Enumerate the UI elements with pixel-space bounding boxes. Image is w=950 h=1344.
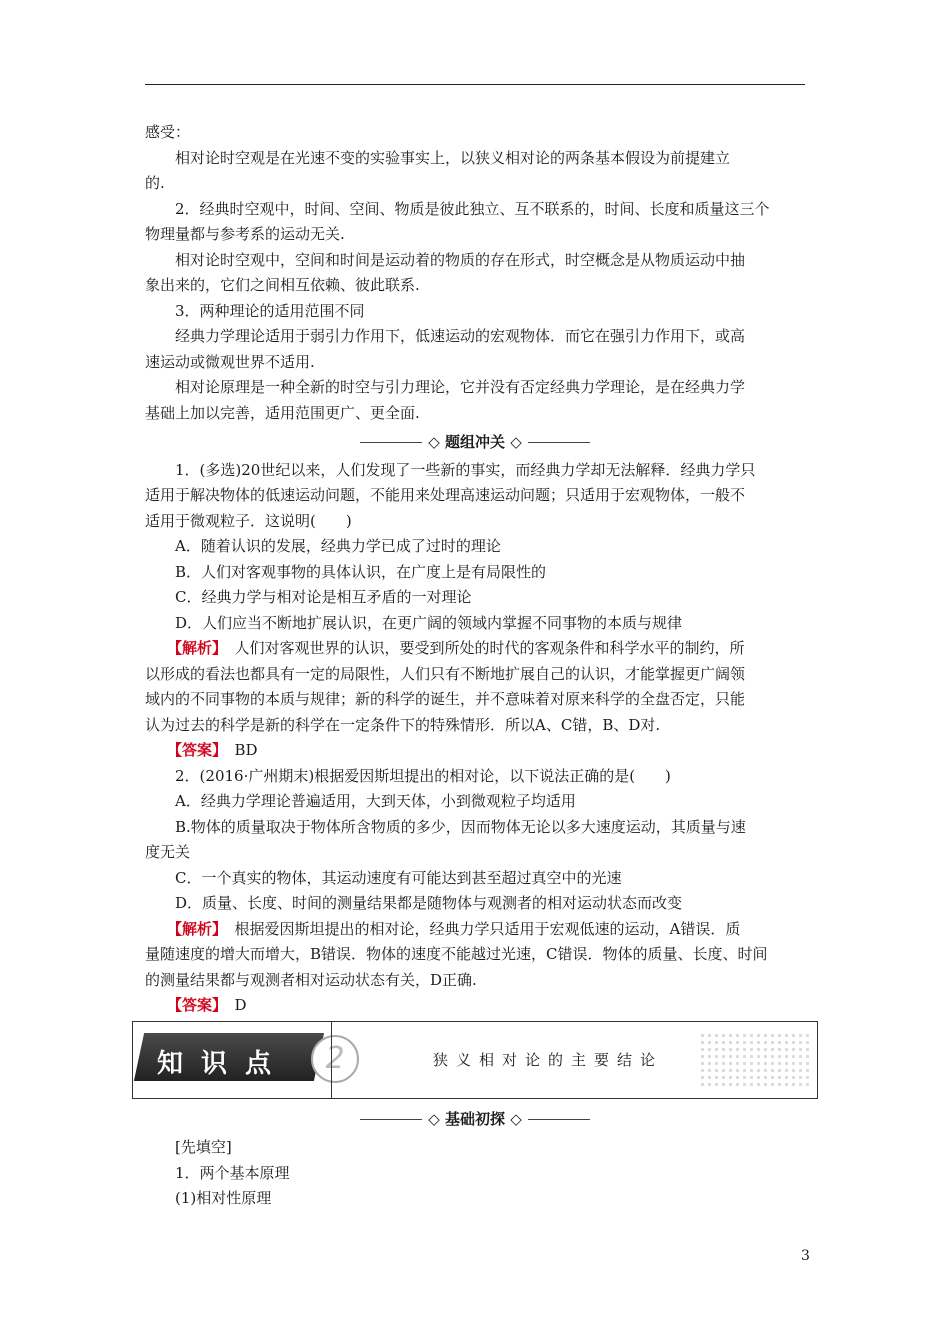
analysis-line: 认为过去的科学是新的科学在一定条件下的特殊情形．所以A、C错，B、D对. bbox=[145, 716, 661, 734]
text-line: 速运动或微观世界不适用. bbox=[145, 353, 315, 371]
banner-title: 狭义相对论的主要结论 bbox=[432, 1051, 663, 1069]
answer-tag: 【答案】 bbox=[167, 741, 220, 759]
analysis-tag: 【解析】 bbox=[167, 639, 220, 657]
option-c: C．经典力学与相对论是相互矛盾的一对理论 bbox=[175, 588, 472, 606]
banner-divider bbox=[331, 1022, 332, 1098]
text-line: 物理量都与参考系的运动无关. bbox=[145, 225, 345, 243]
text-line: 相对论时空观是在光速不变的实验事实上，以狭义相对论的两条基本假设为前提建立 bbox=[175, 149, 731, 167]
option-d: D．质量、长度、时间的测量结果都是随物体与观测者的相对运动状态而改变 bbox=[175, 894, 683, 912]
section-header-tizuchongguan: ◇ 题组冲关 ◇ bbox=[145, 431, 805, 452]
page-number: 3 bbox=[801, 1248, 810, 1264]
banner-number: 2 bbox=[311, 1035, 359, 1083]
text-line: 2．经典时空观中，时间、空间、物质是彼此独立、互不联系的，时间、长度和质量这三个 bbox=[175, 200, 770, 218]
answer-line: 【答案】 D bbox=[167, 996, 247, 1014]
decorative-dots bbox=[699, 1032, 809, 1088]
header-rule bbox=[145, 84, 805, 85]
question-text: 2．(2016·广州期末)根据爱因斯坦提出的相对论，以下说法正确的是( ) bbox=[175, 767, 671, 785]
text-line: 3．两种理论的适用范围不同 bbox=[175, 302, 365, 320]
question-text: 适用于微观粒子．这说明( ) bbox=[145, 512, 352, 530]
text-line: [先填空] bbox=[175, 1138, 232, 1156]
analysis-line: 【解析】 根据爱因斯坦提出的相对论，经典力学只适用于宏观低速的运动，A错误．质 bbox=[167, 920, 741, 938]
answer-tag: 【答案】 bbox=[167, 996, 220, 1014]
text-line: 感受： bbox=[145, 123, 191, 141]
option-a: A．随着认识的发展，经典力学已成了过时的理论 bbox=[175, 537, 501, 555]
section-title: 题组冲关 bbox=[444, 433, 505, 451]
option-b: B.物体的质量取决于物体所含物质的多少，因而物体无论以多大速度运动，其质量与速 bbox=[175, 818, 746, 836]
answer-line: 【答案】 BD bbox=[167, 741, 258, 759]
knowledge-point-banner bbox=[132, 1021, 818, 1099]
question-text: 适用于解决物体的低速运动问题，不能用来处理高速运动问题；只适用于宏观物体，一般不 bbox=[145, 486, 746, 504]
text-line: 基础上加以完善，适用范围更广、更全面. bbox=[145, 404, 420, 422]
section-title: 基础初探 bbox=[444, 1110, 505, 1128]
analysis-line: 【解析】 人们对客观世界的认识，要受到所处的时代的客观条件和科学水平的制约，所 bbox=[167, 639, 745, 657]
text-line: 相对论原理是一种全新的时空与引力理论，它并没有否定经典力学理论，是在经典力学 bbox=[175, 378, 746, 396]
analysis-line: 以形成的看法也都具有一定的局限性，人们只有不断地扩展自己的认识，才能掌握更广阔领 bbox=[145, 665, 746, 683]
analysis-line: 域内的不同事物的本质与规律；新的科学的诞生，并不意味着对原来科学的全盘否定，只能 bbox=[145, 690, 746, 708]
text-line: 象出来的，它们之间相互依赖、彼此联系. bbox=[145, 276, 420, 294]
text-line: 的. bbox=[145, 174, 165, 192]
question-text: 1．(多选)20世纪以来，人们发现了一些新的事实，而经典力学却无法解释．经典力学只 bbox=[175, 461, 756, 479]
banner-label: 知识点 bbox=[157, 1049, 290, 1079]
text-line: 相对论时空观中，空间和时间是运动着的物质的存在形式，时空概念是从物质运动中抽 bbox=[175, 251, 746, 269]
section-header-jichuchutan: ◇ 基础初探 ◇ bbox=[145, 1108, 805, 1129]
option-b-cont: 度无关 bbox=[145, 843, 191, 861]
analysis-line: 的测量结果都与观测者相对运动状态有关，D正确. bbox=[145, 971, 477, 989]
analysis-line: 量随速度的增大而增大，B错误．物体的速度不能越过光速，C错误．物体的质量、长度、时间 bbox=[145, 945, 768, 963]
text-line: (1)相对性原理 bbox=[175, 1189, 272, 1207]
text-line: 经典力学理论适用于弱引力作用下，低速运动的宏观物体．而它在强引力作用下，或高 bbox=[175, 327, 746, 345]
option-d: D．人们应当不断地扩展认识，在更广阔的领域内掌握不同事物的本质与规律 bbox=[175, 614, 683, 632]
option-a: A．经典力学理论普遍适用，大到天体，小到微观粒子均适用 bbox=[175, 792, 576, 810]
text-line: 1．两个基本原理 bbox=[175, 1164, 290, 1182]
analysis-tag: 【解析】 bbox=[167, 920, 220, 938]
option-c: C．一个真实的物体，其运动速度有可能达到甚至超过真空中的光速 bbox=[175, 869, 622, 887]
option-b: B．人们对客观事物的具体认识，在广度上是有局限性的 bbox=[175, 563, 547, 581]
